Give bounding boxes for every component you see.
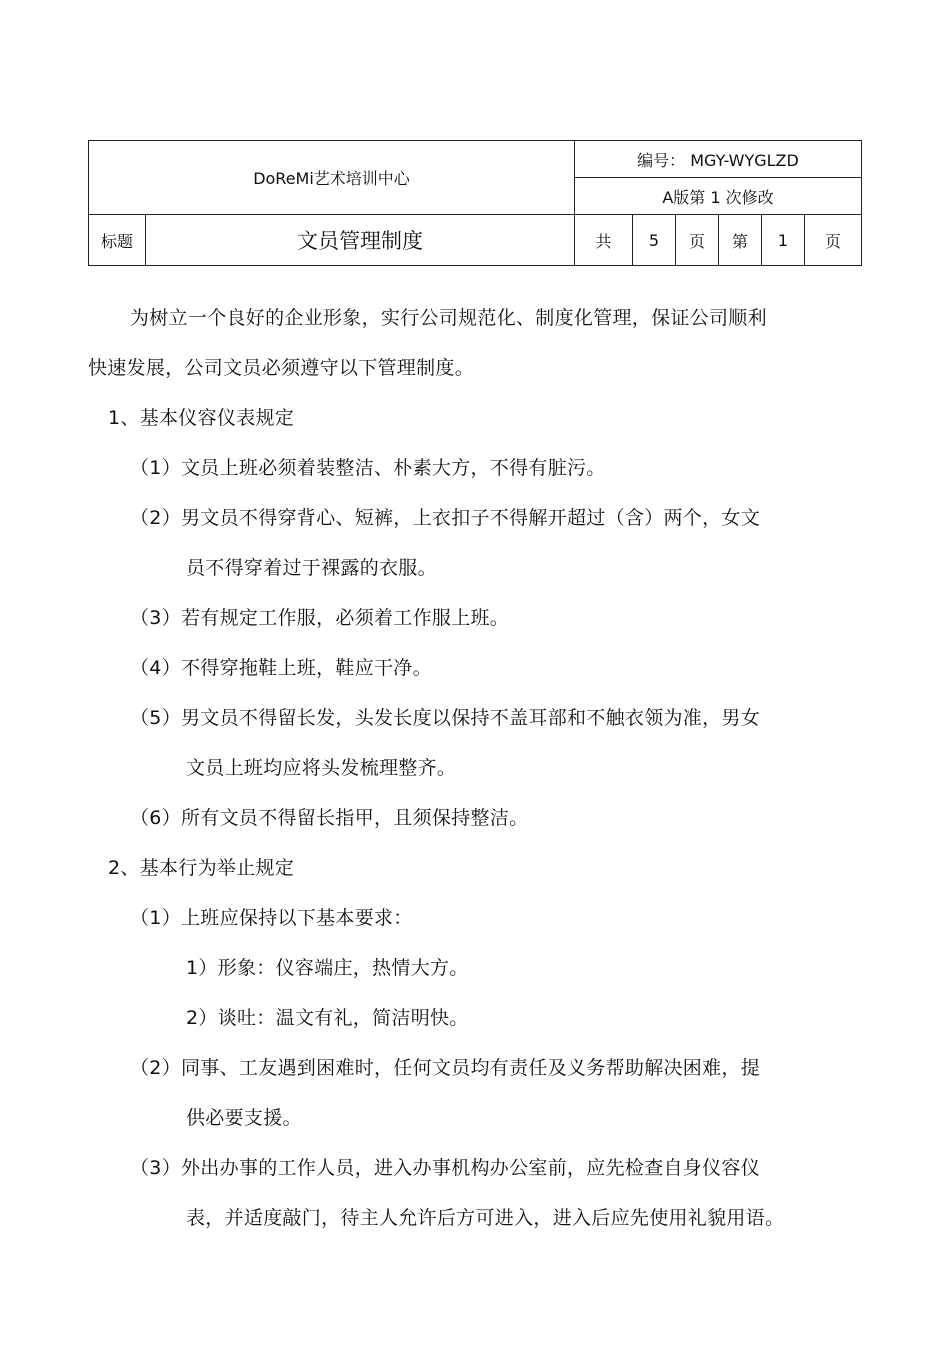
document-title: 文员管理制度 [297, 229, 423, 253]
document-version: A版第 1 次修改 [662, 187, 774, 207]
current-page-value: 1 [777, 230, 789, 250]
section-1-heading: 1、基本仪容仪表规定 [108, 407, 295, 429]
document-header-table [88, 140, 862, 266]
intro-line-2: 快速发展，公司文员必须遵守以下管理制度。 [88, 357, 475, 379]
current-page-prefix: 第 [731, 231, 748, 251]
section-2-item-2-line-1: （2）同事、工友遇到困难时，任何文员均有责任及义务帮助解决困难，提 [130, 1057, 760, 1079]
title-label: 标题 [100, 231, 133, 251]
document-code: 编号： MGY-WYGLZD [637, 150, 799, 170]
total-pages-prefix: 共 [595, 231, 612, 251]
section-1-item-4: （4）不得穿拖鞋上班，鞋应干净。 [130, 657, 432, 679]
section-2-item-1: （1）上班应保持以下基本要求： [130, 907, 413, 929]
total-pages-value: 5 [648, 230, 660, 250]
section-2-heading: 2、基本行为举止规定 [108, 857, 295, 879]
section-1-item-2-line-2: 员不得穿着过于裸露的衣服。 [186, 557, 437, 579]
section-2-item-3-line-2: 表，并适度敲门，待主人允许后方可进入，进入后应先使用礼貌用语。 [186, 1207, 785, 1229]
table-border-right [861, 140, 862, 266]
section-1-item-6: （6）所有文员不得留长指甲，且须保持整洁。 [130, 807, 529, 829]
organization-name: DoReMi艺术培训中心 [253, 169, 410, 188]
section-1-item-3: （3）若有规定工作服，必须着工作服上班。 [130, 607, 510, 629]
section-1-item-2-line-1: （2）男文员不得穿背心、短裤，上衣扣子不得解开超过（含）两个，女文 [130, 507, 760, 529]
intro-line-1: 为树立一个良好的企业形象，实行公司规范化、制度化管理，保证公司顺利 [130, 307, 767, 329]
table-border-bottom [88, 265, 862, 266]
section-2-item-2-line-2: 供必要支援。 [186, 1107, 302, 1129]
page-unit-total: 页 [688, 231, 705, 251]
section-2-item-3-line-1: （3）外出办事的工作人员，进入办事机构办公室前，应先检查自身仪容仪 [130, 1157, 760, 1179]
page-unit-current: 页 [824, 231, 841, 251]
section-2-item-1-sub-1: 1）形象：仪容端庄，热情大方。 [186, 957, 469, 979]
section-2-item-1-sub-2: 2）谈吐：温文有礼，简洁明快。 [186, 1007, 469, 1029]
section-1-item-5-line-2: 文员上班均应将头发梳理整齐。 [186, 757, 457, 779]
section-1-item-1: （1）文员上班必须着装整洁、朴素大方，不得有脏污。 [130, 457, 606, 479]
section-1-item-5-line-1: （5）男文员不得留长发，头发长度以保持不盖耳部和不触衣领为准，男女 [130, 707, 760, 729]
